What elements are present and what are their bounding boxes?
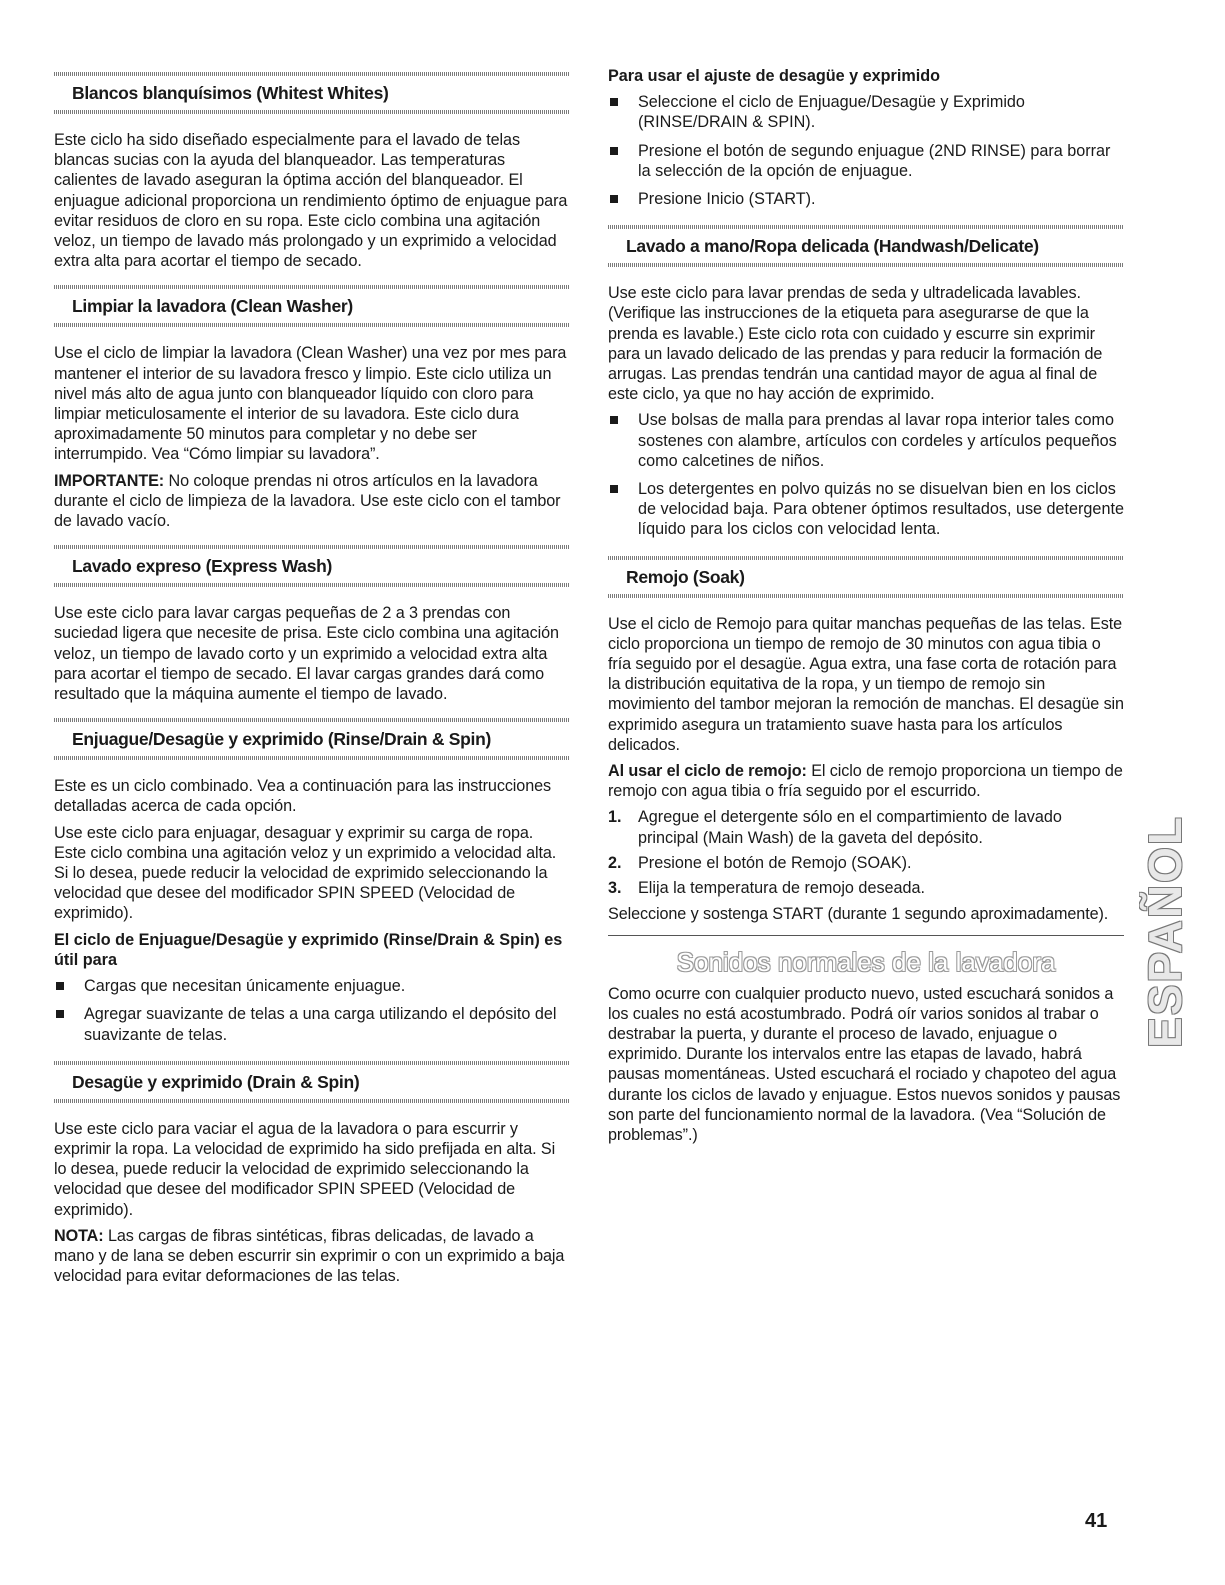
list-item <box>608 878 1124 898</box>
section-header-drain-spin <box>54 1053 569 1111</box>
step-number: 3. <box>608 879 622 898</box>
paragraph: Use este ciclo para vaciar el agua de la lavadora o para escurrir y exprimir la ropa. La velocidad de exprimido ha sido prefijada en alta. Si lo desea, puede reducir la velocidad de exprimido seleccionando la velocidad que desee del modificador SPIN SPEED (Velocidad de exprimido). <box>54 1119 556 1219</box>
note-label: NOTA: <box>54 1226 104 1245</box>
step-text: Agregue el detergente sólo en el compartimiento de lavado principal (Main Wash) de la gaveta del depósito. <box>638 808 1062 847</box>
section-header-rinse-drain-spin <box>54 710 569 768</box>
section-title: Remojo (Soak) <box>626 566 745 587</box>
bullet-list <box>608 410 1124 539</box>
language-tab <box>1138 816 1192 1046</box>
subheading: El ciclo de Enjuague/Desagüe y exprimido (Rinse/Drain & Spin) es útil para <box>54 930 563 969</box>
paragraph: Use este ciclo para enjuagar, desaguar y exprimir su carga de ropa. Este ciclo combina una agitación veloz y un exprimido a velocidad alta. Si lo desea, puede reducir la velocidad de exprimido seleccionando la velocidad que desee del modificador SPIN SPEED (Velocidad de exprimido). <box>54 823 557 923</box>
section-header-handwash-delicate <box>608 217 1124 275</box>
paragraph: Use este ciclo para lavar cargas pequeñas de 2 a 3 prendas con suciedad ligera que necesite de prisa. Este ciclo combina una agitación veloz, un tiempo de lavado corto y un exprimido a velocidad extra alta para acortar el tiempo de secado. El lavar cargas grandes dará como resultado que la máquina aumente el tiempo de lavado. <box>54 604 559 704</box>
section-title: Blancos blanquísimos (Whitest Whites) <box>72 83 389 103</box>
section-header-express-wash <box>54 537 569 595</box>
left-column <box>54 64 569 1292</box>
paragraph: Seleccione y sostenga START (durante 1 segundo aproximadamente). <box>608 905 1109 924</box>
paragraph: Use este ciclo para lavar prendas de seda y ultradelicada lavables. (Verifique las instrucciones de la etiqueta para asegurarse de que la prenda es lavable.) Este ciclo rota con cuidado y escurre sin exprimir para un lavado delicado de las prendas y para reducir la formación de arrugas. Las prendas tendrán una cantidad mayor de agua al final de este ciclo, ya que no hay acción de exprimido. <box>608 284 1103 404</box>
list-item: Los detergentes en polvo quizás no se disuelvan bien en los ciclos de velocidad baja. Para obtener óptimos resultados, use detergente líquido para los ciclos con velocidad lenta. <box>608 479 1124 540</box>
list-item: Use bolsas de malla para prendas al lavar ropa interior tales como sostenes con alambre, artículos con cordeles y artículos pequeños como calcetines de niños. <box>608 410 1124 471</box>
important-note <box>54 471 569 532</box>
paragraph: Este es un ciclo combinado. Vea a continuación para las instrucciones detalladas acerca de cada opción. <box>54 777 552 816</box>
section-title: Lavado expreso (Express Wash) <box>72 556 333 577</box>
list-item <box>608 853 1124 873</box>
paragraph: Use el ciclo de limpiar la lavadora (Clean Washer) una vez por mes para mantener el interior de su lavadora fresco y limpio. Este ciclo utiliza un nivel más alto de agua junto con blanqueador líquido con cloro para limpiar meticulosamente el interior de su lavadora. Este ciclo dura aproximadamente 50 minutos para completar y no debe ser interrumpido. Vea “Cómo limpiar su lavadora”. <box>54 344 567 464</box>
soak-usage-text: El ciclo de remojo proporciona un tiempo de remojo con agua tibia o fría seguido por el escurrido. <box>608 762 1123 801</box>
step-number: 1. <box>608 808 622 827</box>
section-title: Lavado a mano/Ropa delicada (Handwash/Delicate) <box>626 236 1039 257</box>
step-text: Presione el botón de Remojo (SOAK). <box>638 853 912 872</box>
list-item: Agregar suavizante de telas a una carga utilizando el depósito del suavizante de telas. <box>54 1004 569 1044</box>
section-header-whitest-whites <box>54 64 569 122</box>
language-tab-label: ESPAÑOL <box>1139 814 1191 1048</box>
step-number: 2. <box>608 853 622 872</box>
section-title: Desagüe y exprimido (Drain & Spin) <box>72 1071 360 1092</box>
subheading: Para usar el ajuste de desagüe y exprimido <box>608 67 940 85</box>
important-text: No coloque prendas ni otros artículos en la lavadora durante el ciclo de limpieza de la lavadora. Use este ciclo con el tambor de lavado vacío. <box>54 471 561 531</box>
section-title: Enjuague/Desagüe y exprimido (Rinse/Drain & Spin) <box>72 729 491 750</box>
list-item: Presione el botón de segundo enjuague (2ND RINSE) para borrar la selección de la opción de enjuague. <box>608 141 1124 181</box>
section-title-sounds: Sonidos normales de la lavadora <box>676 946 1056 977</box>
paragraph: Este ciclo ha sido diseñado especialmente para el lavado de telas blancas sucias con la ayuda del blanqueador. Las temperaturas calientes de lavado aseguran la óptima acción del blanqueador. El enjuague adicional proporciona un rendimiento óptimo de enjuague para evitar residuos de cloro en su ropa. Este ciclo combina una agitación veloz, un tiempo de lavado más prolongado y un exprimido a velocidad extra alta para acortar el tiempo de secado. <box>54 131 568 271</box>
list-item: Presione Inicio (START). <box>608 189 1124 209</box>
important-label: IMPORTANTE: <box>54 471 165 490</box>
paragraph: Use el ciclo de Remojo para quitar manchas pequeñas de las telas. Este ciclo proporciona un tiempo de remojo de 30 minutos con agua tibia o fría seguido por el desagüe. Agua extra, una fase corta de rotación para la distribución equitativa de la ropa, y un tiempo de remojo sin movimiento del tambor mejoran la remoción de manchas. El desagüe sin exprimido asegura un tratamiento suave hasta para los artículos delicados. <box>608 614 1124 754</box>
note-text: Las cargas de fibras sintéticas, fibras delicadas, de lavado a mano y de lana se deben escurrir sin exprimir o con un exprimido a baja velocidad para evitar deformaciones de las telas. <box>54 1226 565 1286</box>
section-header-soak <box>608 548 1124 606</box>
soak-usage <box>608 761 1124 801</box>
bullet-list <box>54 976 569 1045</box>
note <box>54 1226 569 1287</box>
list-item <box>608 807 1124 847</box>
list-item: Seleccione el ciclo de Enjuague/Desagüe y Exprimido (RINSE/DRAIN & SPIN). <box>608 92 1124 132</box>
page-number: 41 <box>1085 1510 1108 1532</box>
numbered-list <box>608 807 1124 898</box>
right-column <box>608 64 1124 1151</box>
list-item: Cargas que necesitan únicamente enjuague. <box>54 976 569 996</box>
step-text: Elija la temperatura de remojo deseada. <box>638 879 926 898</box>
divider <box>608 935 1124 936</box>
soak-usage-label: Al usar el ciclo de remojo: <box>608 762 807 781</box>
section-title: Limpiar la lavadora (Clean Washer) <box>72 296 353 317</box>
section-header-clean-washer <box>54 277 569 335</box>
bullet-list <box>608 92 1124 209</box>
paragraph: Como ocurre con cualquier producto nuevo, usted escuchará sonidos a los cuales no está acostumbrado. Podrá oír varios sonidos al trabar o destrabar la puerta, y durante el proceso de lavado, enjuague o exprimido. Durante los intervalos entre las etapas de lavado, habrá pausas momentáneas. Usted escuchará el rociado y chapoteo del agua durante los ciclos de lavado y enjuague. Estos nuevos sonidos y pausas son parte del funcionamiento normal de la lavadora. (Vea “Solución de problemas”.) <box>608 984 1121 1144</box>
